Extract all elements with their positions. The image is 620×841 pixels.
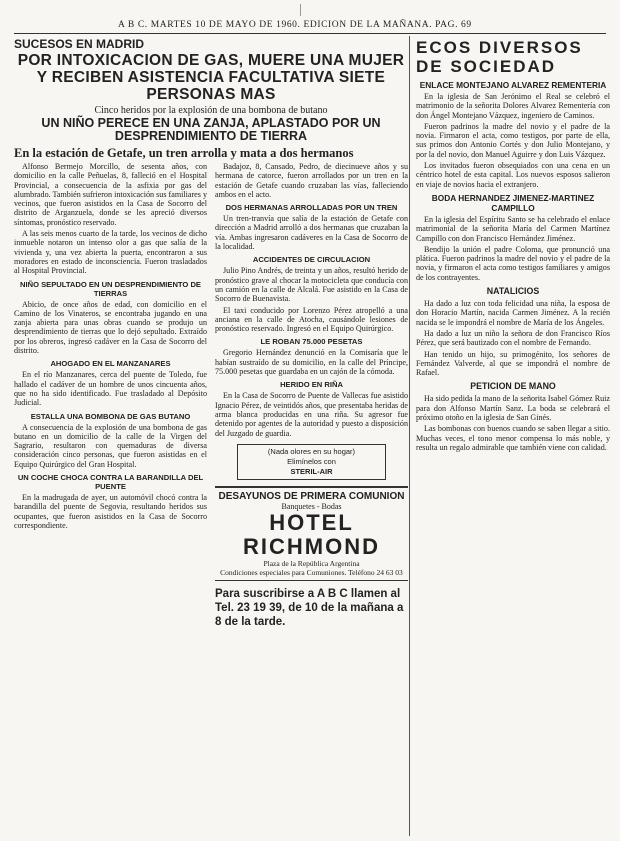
article-paragraph: En la madrugada de ayer, un automóvil chocó contra la barandilla del puente de Segovia, resultando heridos sus ocupantes, que fueron asistidos en la Casa de Socorro correspondiente. <box>14 493 207 530</box>
section-kicker: SUCESOS EN MADRID <box>14 38 145 51</box>
section-heading: NATALICIOS <box>486 286 540 297</box>
scan-mark <box>300 4 301 16</box>
article-paragraph: Badajoz, 8, Cansado, Pedro, de diecinueve años y su hermana de catorce, fueron arrollados por un tren en la estación de Getafe cuando cruzaban las vías, falleciendo ambos en el acto. <box>215 162 408 199</box>
column-rule <box>409 36 410 836</box>
article-paragraph: A consecuencia de la explosión de una bombona de gas butano en un domicilio de la calle de la Virgen del Sagrario, resultaron con quemaduras de diversa consideración cinco personas, que fueron asistidas en el Equipo Quirúrgico del Gran Hospital. <box>14 422 207 469</box>
ad-hotel-name: HOTEL RICHMOND <box>243 509 380 559</box>
article-paragraph: En la iglesia de San Jerónimo el Real se celebró el matrimonio de la señorita Dolores Alvarez Rementería con don Ángel Montejano Vázquez, ingeniero de Caminos. <box>416 92 610 120</box>
main-headline: POR INTOXICACION DE GAS, MUERE UNA MUJER Y RECIBEN ASISTENCIA FACULTATIVA SIETE PERSONAS MAS <box>17 52 405 103</box>
strap-headline: En la estación de Getafe, un tren arrolla y mata a dos hermanos <box>14 146 354 160</box>
article-paragraph: Alfonso Bermejo Morcillo, de sesenta años, con domicilio en la calle Peñuelas, 8, falleció en el Hospital Provincial, a consecuencia de la asfixia por gas del alumbrado. También sufrieron intoxicación sus familiares y vecinos, que fueron asistidos en la Casa de Socorro del distrito de Arganzuela, donde se les apreció diversos síntomas, pronóstico reservado. <box>14 162 207 227</box>
section-heading: AHOGADO EN EL MANZANARES <box>50 359 171 369</box>
section-heading: HERIDO EN RIÑA <box>280 380 343 390</box>
article-column-b-text <box>215 162 408 438</box>
article-paragraph: Los invitados fueron obsequiados con una cena en un céntrico hotel de esta capital. Los nuevos esposos salieron en viaje de novios hacia el extranjero. <box>416 161 610 189</box>
section-heading: ENLACE MONTEJANO ALVAREZ REMENTERIA <box>419 80 607 90</box>
hotel-richmond-ad <box>215 486 408 581</box>
ad-line5: Condiciones especiales para Comuniones. Teléfono 24 63 03 <box>220 567 403 577</box>
article-columns <box>14 162 408 629</box>
header-rule <box>14 33 606 34</box>
section-heading: BODA HERNANDEZ JIMENEZ-MARTINEZ CAMPILLO <box>431 192 595 213</box>
article-paragraph: Ha sido pedida la mano de la señorita Isabel Gómez Ruiz para don Alfonso Martín Sanz. La boda se celebrará el próximo otoño en la iglesia de San Ginés. <box>416 394 610 423</box>
steril-air-line2: Elimínelos con <box>287 456 336 466</box>
article-paragraph: El taxi conducido por Lorenzo Pérez atropelló a una anciana en la calle de Atocha, causándole lesiones de pronóstico reservado. Ingresó en el Equipo Quirúrgico. <box>215 305 408 334</box>
running-head: A B C. MARTES 10 DE MAYO DE 1960. EDICION DE LA MAÑANA. PAG. 69 <box>118 20 472 30</box>
article-paragraph: Bendijo la unión el padre Coloma, que pronunció una plática. Fueron padrinos la madre del novio y el padre de la novia, y firmaron el acta como testigos familiares y amigos de los contrayentes. <box>416 244 610 282</box>
steril-air-brand: STERIL-AIR <box>290 466 333 476</box>
article-paragraph: Han tenido un hijo, su primogénito, los señores de Fernández Valverde, al que se impondrá el nombre de Rafael. <box>416 349 610 378</box>
subscription-promo: Para suscribirse a A B C llamen al Tel. 23 19 39, de 10 de la mañana a 8 de la tarde. <box>215 587 404 628</box>
society-column-text <box>416 80 610 452</box>
article-paragraph: Las bombonas con buenos cuando se saben llegar a sitio. Muchas veces, el tono menor compensa lo más noble, y resulta un regalo admirable que también viene con calidad. <box>416 424 610 452</box>
article-paragraph: En la Casa de Socorro de Puente de Vallecas fue asistido Ignacio Pérez, de veintidós años, que presentaba heridas de arma blanca producidas en una riña. Su agresor fue detenido por agentes de la autoridad y puesto a disposición del Juzgado de guardia. <box>215 391 408 438</box>
society-section-title: ECOS DIVERSOS DE SOCIEDAD <box>416 38 583 76</box>
section-heading: ESTALLA UNA BOMBONA DE GAS BUTANO <box>30 411 191 421</box>
steril-air-ad <box>237 444 386 480</box>
article-paragraph: Gregorio Hernández denunció en la Comisaría que le habían sustraído de su domicilio, en la calle del Príncipe, 75.000 pesetas que guardaba en un cajón de la cómoda. <box>215 348 408 377</box>
left-column <box>14 38 408 838</box>
article-paragraph: En el río Manzanares, cerca del puente de Toledo, fue hallado el cadáver de un hombre de unos cincuenta años, que no ha sido identificado. Fue trasladado al Depósito Judicial. <box>14 370 207 408</box>
article-paragraph: Fueron padrinos la madre del novio y el padre de la novia. Firmaron el acta, como testigos, por parte de ella, sus primos don Antonio Cortés y don Julio Montejano, y por la del novio, don Manuel Aguirre y don Luis Vázquez. <box>416 121 610 159</box>
section-heading: NIÑO SEPULTADO EN UN DESPRENDIMIENTO DE TIERRAS <box>20 279 201 298</box>
article-column-b <box>215 162 408 629</box>
headline-deck: Cinco heridos por la explosión de una bombona de butano <box>94 105 328 116</box>
article-paragraph: Abicio, de once años de edad, con domicilio en el Camino de los Vinateros, se encontraba jugando en una zanja abierta para unas obras cuando se produjo un desprendimiento de tierras que lo dejó sepultado. Extraído por los obreros, ingresó cadáver en la Casa de Socorro del distrito. <box>14 299 207 356</box>
article-column-a <box>14 162 207 629</box>
steril-air-line1: (Nada olores en su hogar) <box>267 446 356 456</box>
section-heading: PETICION DE MANO <box>470 381 556 392</box>
article-paragraph: Ha dado a luz con toda felicidad una niña, la esposa de don Horacio Martín, nacida Carmen Jiménez. A la recién nacida se le impondrá el nombre de María de los Ángeles. <box>416 299 610 327</box>
secondary-headline: UN NIÑO PERECE EN UNA ZANJA, APLASTADO POR UN DESPRENDIMIENTO DE TIERRA <box>41 116 381 143</box>
section-heading: ACCIDENTES DE CIRCULACION <box>252 255 371 265</box>
article-paragraph: En la iglesia del Espíritu Santo se ha celebrado el enlace matrimonial de la señorita María del Carmen Martínez Campillo con don Francisco Hernández Jiménez. <box>416 214 610 243</box>
section-heading: DOS HERMANAS ARROLLADAS POR UN TREN <box>225 203 398 213</box>
section-heading: UN COCHE CHOCA CONTRA LA BARANDILLA DEL PUENTE <box>17 473 204 492</box>
article-paragraph: Julio Pino Andrés, de treinta y un años, resultó herido de pronóstico grave al chocar la motocicleta que conducía con un camión en la calle de Alcalá. Fue asistido en la Casa de Socorro de Buenavista. <box>215 266 408 304</box>
article-paragraph: Ha dado a luz un niño la señora de don Francisco Ríos Pérez, que será bautizado con el nombre de Fernando. <box>416 328 610 348</box>
article-paragraph: A las seis menos cuarto de la tarde, los vecinos de dicho inmueble notaron un intenso olor a gas que salía de la vivienda y, una vez abierta la puerta, encontraron a sus moradores en estado de inconsciencia. Fueron trasladados al Hospital Provincial. <box>14 229 207 276</box>
ad-line4: Plaza de la República Argentina <box>263 558 360 568</box>
article-paragraph: Un tren-tranvía que salía de la estación de Getafe con dirección a Madrid arrolló a dos hermanas que cruzaban la vía. Ambas ingresaron cadáveres en la Casa de Socorro de la localidad. <box>215 214 408 252</box>
ad-line1: DESAYUNOS DE PRIMERA COMUNION <box>218 490 405 502</box>
section-heading: LE ROBAN 75.000 PESETAS <box>260 337 363 347</box>
ad-line2: Banquetes - Bodas <box>281 501 342 511</box>
right-column <box>416 38 610 838</box>
